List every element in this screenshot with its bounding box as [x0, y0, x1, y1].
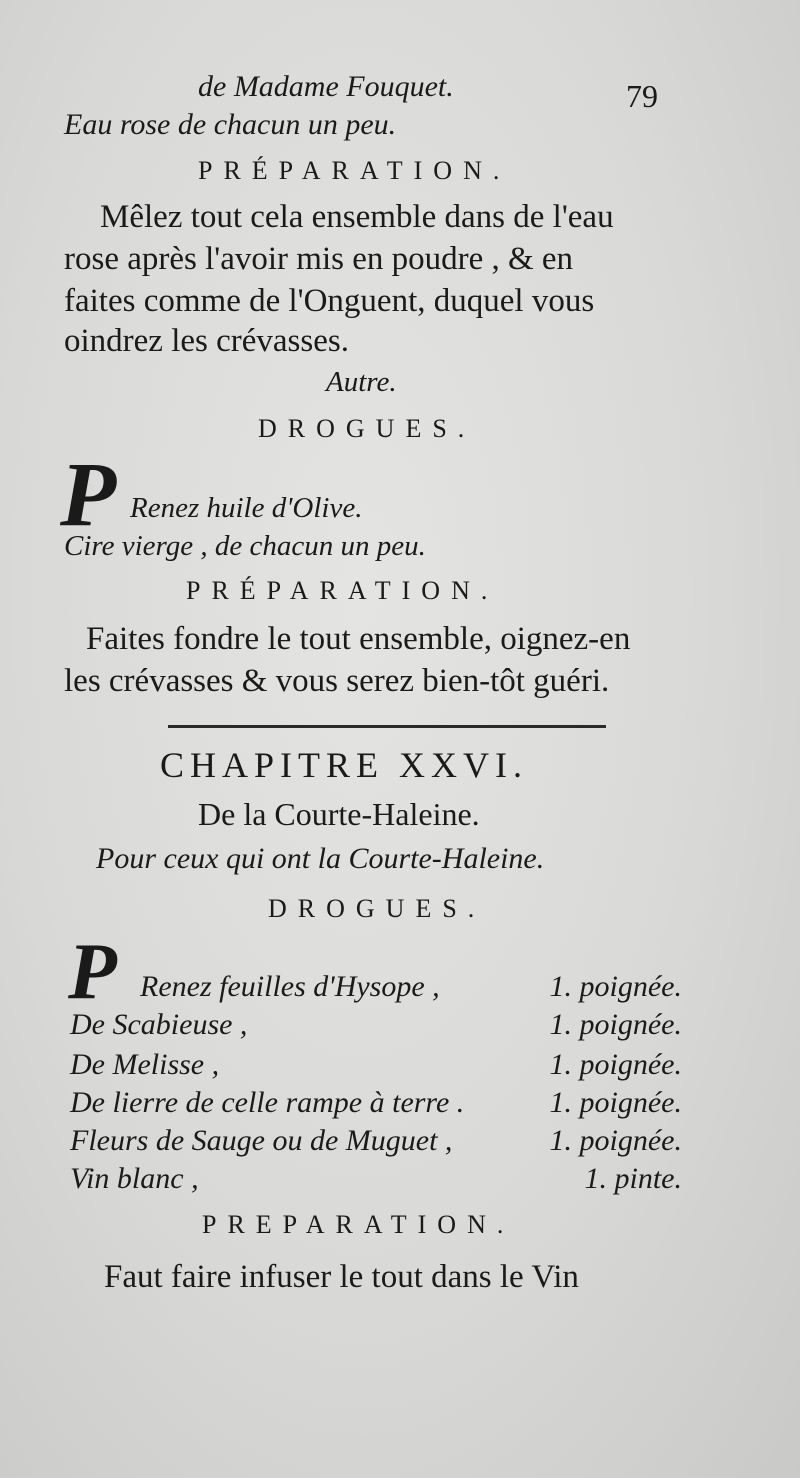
paragraph-line: les crévasses & vous serez bien-tôt guéri.	[64, 663, 610, 699]
paragraph-line: oindrez les crévasses.	[64, 323, 349, 359]
list-item	[70, 1124, 682, 1164]
chapter-divider	[168, 725, 606, 728]
ingredient-quantity: 1. pinte.	[584, 1162, 682, 1195]
list-item	[70, 970, 682, 1010]
ingredient-quantity: 1. poignée.	[549, 1086, 682, 1119]
list-item	[70, 1008, 682, 1048]
running-title: de Madame Fouquet.	[198, 70, 454, 103]
drogues-heading: DROGUES.	[258, 414, 476, 443]
chapter-subtitle: De la Courte-Haleine.	[198, 796, 480, 832]
chapter-title: CHAPITRE XXVI.	[160, 745, 528, 785]
drop-cap: P	[68, 928, 117, 1016]
paragraph-line: faites comme de l'Onguent, duquel vous	[64, 283, 595, 319]
ingredient-name: De lierre de celle rampe à terre .	[70, 1086, 465, 1119]
paragraph-line: Faut faire infuser le tout dans le Vin	[104, 1259, 579, 1295]
ingredient-quantity: 1. poignée.	[549, 1008, 682, 1041]
preparation-heading: PRÉPARATION.	[186, 576, 499, 605]
ingredient-line: Cire vierge , de chacun un peu.	[64, 530, 426, 562]
ingredient-quantity: 1. poignée.	[549, 970, 682, 1003]
ingredient-line: Renez huile d'Olive.	[130, 492, 363, 524]
ingredient-quantity: 1. poignée.	[549, 1048, 682, 1081]
list-item	[70, 1048, 682, 1088]
page-number: 79	[626, 78, 658, 114]
ingredient-line: Eau rose de chacun un peu.	[64, 108, 397, 141]
ingredient-quantity: 1. poignée.	[549, 1124, 682, 1157]
ingredient-name: Vin blanc ,	[70, 1162, 199, 1195]
ingredient-name: Fleurs de Sauge ou de Muguet ,	[70, 1124, 453, 1157]
paragraph-line: rose après l'avoir mis en poudre , & en	[64, 241, 574, 277]
ingredient-name: De Scabieuse ,	[70, 1008, 248, 1041]
drogues-heading: DROGUES.	[268, 894, 486, 923]
subtitle: Autre.	[326, 366, 397, 398]
list-item	[70, 1162, 682, 1202]
drop-cap: P	[60, 443, 117, 545]
ingredient-name: Renez feuilles d'Hysope ,	[140, 970, 440, 1003]
recipe-title: Pour ceux qui ont la Courte-Haleine.	[96, 842, 545, 875]
preparation-heading: PREPARATION.	[202, 1210, 515, 1239]
paragraph-line: Faites fondre le tout ensemble, oignez-en	[86, 621, 631, 657]
ingredient-name: De Melisse ,	[70, 1048, 220, 1081]
paragraph-line: Mêlez tout cela ensemble dans de l'eau	[100, 199, 614, 235]
list-item	[70, 1086, 682, 1126]
preparation-heading: PRÉPARATION.	[198, 156, 511, 185]
